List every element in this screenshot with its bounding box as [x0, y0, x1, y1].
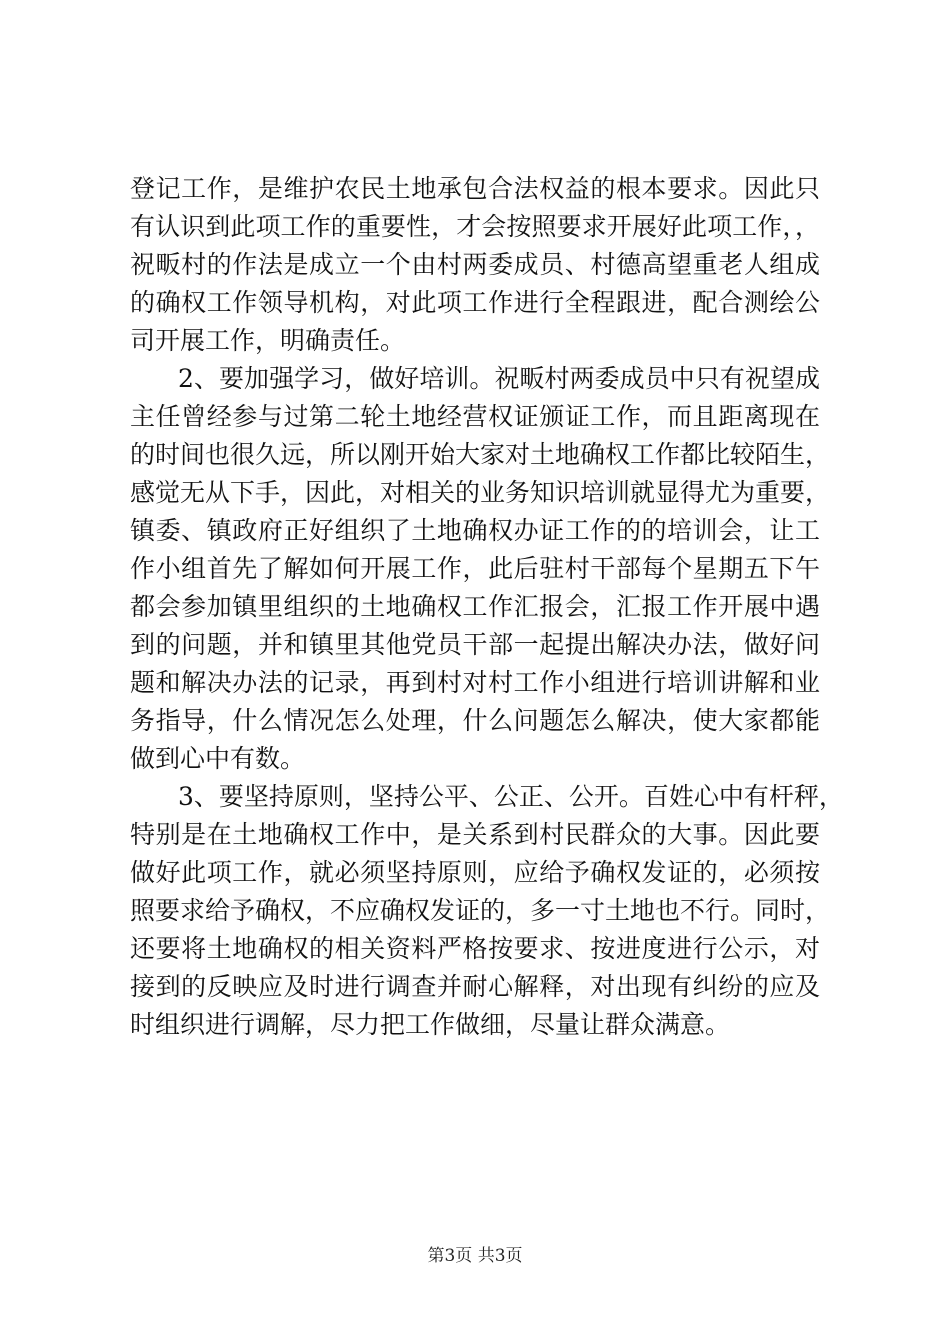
text-line: 登记工作，是维护农民土地承包合法权益的根本要求。因此只 [130, 174, 820, 203]
body-text [130, 170, 844, 1044]
text-line: 到的问题，并和镇里其他党员干部一起提出解决办法，做好问 [130, 630, 820, 659]
text-line: 的时间也很久远，所以刚开始大家对土地确权工作都比较陌生， [130, 440, 831, 469]
text-line: 都会参加镇里组织的土地确权工作汇报会，汇报工作开展中遇 [130, 592, 820, 621]
text-line: 特别是在土地确权工作中，是关系到村民群众的大事。因此要 [130, 820, 820, 849]
text-line: 祝畈村的作法是成立一个由村两委成员、村德高望重老人组成 [130, 250, 820, 279]
text-line: 司开展工作，明确责任。 [130, 326, 406, 355]
paragraph-start-line: 3、要坚持原则，坚持公平、公正、公开。百姓心中有杆秤， [178, 782, 844, 811]
text-line: 镇委、镇政府正好组织了土地确权办证工作的的培训会，让工 [130, 516, 820, 545]
text-line: 有认识到此项工作的重要性，才会按照要求开展好此项工作，， [130, 212, 820, 241]
text-line: 务指导，什么情况怎么处理，什么问题怎么解决，使大家都能 [130, 706, 820, 735]
text-line: 的确权工作领导机构，对此项工作进行全程跟进，配合测绘公 [130, 288, 820, 317]
text-line: 时组织进行调解，尽力把工作做细，尽量让群众满意。 [130, 1010, 731, 1039]
text-line: 还要将土地确权的相关资料严格按要求、按进度进行公示，对 [130, 934, 820, 963]
text-line: 接到的反映应及时进行调查并耐心解释，对出现有纠纷的应及 [130, 972, 820, 1001]
text-line: 作小组首先了解如何开展工作，此后驻村干部每个星期五下午 [130, 554, 820, 583]
text-line: 照要求给予确权，不应确权发证的，多一寸土地也不行。同时， [130, 896, 831, 925]
text-line: 题和解决办法的记录，再到村对村工作小组进行培训讲解和业 [130, 668, 820, 697]
text-line: 做好此项工作，就必须坚持原则，应给予确权发证的，必须按 [130, 858, 820, 887]
text-line: 主任曾经参与过第二轮土地经营权证颁证工作，而且距离现在 [130, 402, 820, 431]
paragraph-start-line: 2、要加强学习，做好培训。祝畈村两委成员中只有祝望成 [178, 364, 820, 393]
page-footer: 第3页 共3页 [427, 1246, 523, 1266]
text-line: 感觉无从下手，因此，对相关的业务知识培训就显得尤为重要， [130, 478, 831, 507]
text-line: 做到心中有数。 [130, 744, 306, 773]
